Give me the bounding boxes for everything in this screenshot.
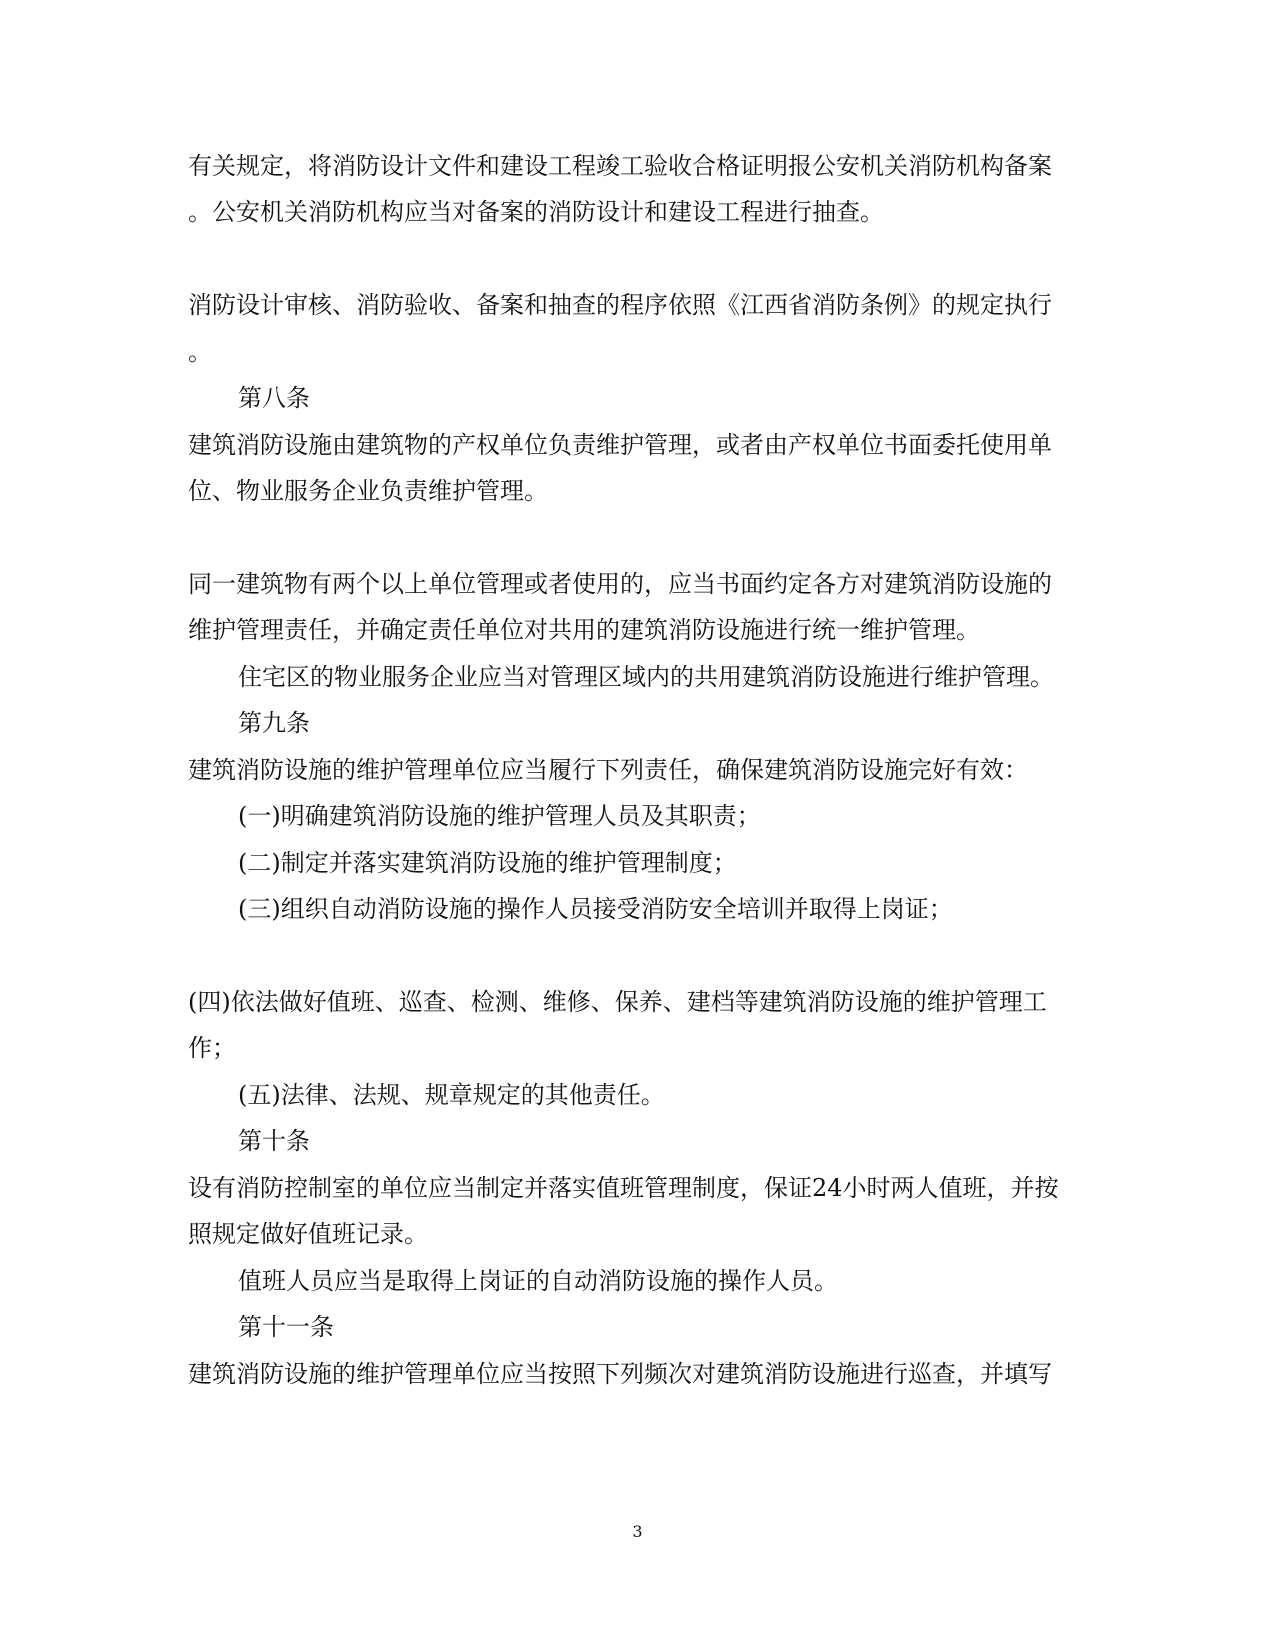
text-line: 同一建筑物有两个以上单位管理或者使用的，应当书面约定各方对建筑消防设施的	[188, 570, 1052, 598]
text-line: 。	[188, 338, 212, 366]
list-item: (三)组织自动消防设施的操作人员接受消防安全培训并取得上岗证；	[238, 895, 953, 923]
article-heading: 第九条	[238, 709, 310, 737]
text-line: 照规定做好值班记录。	[188, 1220, 428, 1248]
text-line: 建筑消防设施的维护管理单位应当履行下列责任，确保建筑消防设施完好有效：	[188, 756, 1028, 784]
text-line: 值班人员应当是取得上岗证的自动消防设施的操作人员。	[238, 1267, 838, 1295]
list-item: (五)法律、法规、规章规定的其他责任。	[238, 1081, 665, 1109]
list-item: (一)明确建筑消防设施的维护管理人员及其职责；	[238, 802, 761, 830]
text-line: 设有消防控制室的单位应当制定并落实值班管理制度，保证24小时两人值班，并按	[188, 1174, 1059, 1202]
text-line: 。公安机关消防机构应当对备案的消防设计和建设工程进行抽查。	[188, 198, 884, 226]
article-heading: 第八条	[238, 384, 310, 412]
text-line: 住宅区的物业服务企业应当对管理区域内的共用建筑消防设施进行维护管理。	[238, 663, 1054, 691]
text-line: 建筑消防设施的维护管理单位应当按照下列频次对建筑消防设施进行巡查，并填写	[188, 1360, 1052, 1388]
article-heading: 第十条	[238, 1127, 310, 1155]
text-line: 消防设计审核、消防验收、备案和抽查的程序依照《江西省消防条例》的规定执行	[188, 291, 1052, 319]
text-line: 有关规定，将消防设计文件和建设工程竣工验收合格证明报公安机关消防机构备案	[188, 152, 1052, 180]
list-item: (四)依法做好值班、巡查、检测、维修、保养、建档等建筑消防设施的维护管理工	[188, 988, 1047, 1016]
text-line: 作；	[188, 1034, 236, 1062]
text-line: 建筑消防设施由建筑物的产权单位负责维护管理，或者由产权单位书面委托使用单	[188, 431, 1052, 459]
page-number: 3	[632, 1522, 643, 1541]
article-heading: 第十一条	[238, 1313, 334, 1341]
text-line: 位、物业服务企业负责维护管理。	[188, 477, 548, 505]
list-item: (二)制定并落实建筑消防设施的维护管理制度；	[238, 849, 737, 877]
text-line: 维护管理责任，并确定责任单位对共用的建筑消防设施进行统一维护管理。	[188, 616, 980, 644]
